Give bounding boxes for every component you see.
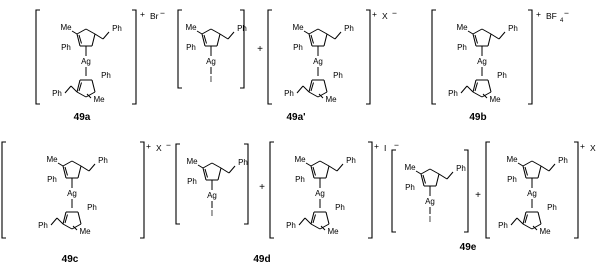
- bond: [416, 171, 421, 174]
- silver-label: Ag: [81, 57, 91, 66]
- bond: [337, 164, 343, 171]
- left-bracket: [392, 150, 396, 232]
- phenyl-label: Ph: [507, 175, 517, 184]
- complex-49c: [2, 140, 171, 263]
- ring-bond: [211, 29, 220, 34]
- phenyl-label: Ph: [346, 156, 356, 165]
- left-bracket: [176, 144, 180, 224]
- charge-plus: +: [580, 141, 585, 151]
- methyl-label: Me: [294, 155, 306, 164]
- ring-bond: [523, 224, 532, 229]
- ring-bond: [473, 29, 482, 34]
- counterion-label: X: [156, 143, 162, 153]
- methyl-label: Me: [79, 227, 91, 236]
- ring-bond: [202, 29, 211, 34]
- complex-49a-prime-cationic: [268, 8, 397, 123]
- ring-bond: [63, 161, 72, 166]
- charge-plus: +: [374, 141, 379, 151]
- ring-bond: [320, 161, 329, 166]
- phenyl-label: Ph: [335, 203, 345, 212]
- right-bracket: [574, 142, 578, 238]
- bond: [305, 218, 311, 224]
- phenyl-label: Ph: [547, 203, 557, 212]
- ring-bond: [77, 29, 86, 34]
- methyl-label: Me: [325, 95, 337, 104]
- phenyl-label: Ph: [497, 71, 507, 80]
- compound-label-49c: 49c: [61, 254, 79, 263]
- phenyl-label: Ph: [87, 203, 97, 212]
- compound-label-49e: 49e: [459, 242, 477, 253]
- left-bracket: [178, 10, 182, 88]
- charge-minus: −: [160, 8, 165, 18]
- bond: [299, 218, 305, 225]
- methyl-label: Me: [93, 95, 105, 104]
- ring-bond: [311, 161, 320, 166]
- bond: [335, 32, 341, 39]
- bond: [81, 166, 89, 171]
- complex-49d-neutral: [176, 144, 265, 224]
- silver-label: Ag: [477, 57, 487, 66]
- bond: [95, 34, 103, 39]
- bond: [51, 218, 57, 225]
- compound-label-49a-prime: 49a': [286, 112, 306, 123]
- counterion-label: BF: [546, 11, 557, 21]
- left-bracket: [2, 142, 6, 238]
- bond: [229, 166, 235, 173]
- charge-minus: −: [166, 140, 171, 150]
- ring-bond: [77, 92, 86, 97]
- phenyl-label: Ph: [237, 24, 247, 33]
- bond: [71, 86, 77, 92]
- ring-bond: [311, 224, 320, 229]
- counterion-subscript: 4: [560, 18, 564, 24]
- bond: [228, 32, 234, 39]
- methyl-label: Me: [292, 23, 304, 32]
- charge-plus: +: [536, 9, 541, 19]
- phenyl-label: Ph: [498, 221, 508, 230]
- bond: [306, 163, 311, 166]
- ring-bond: [488, 34, 491, 46]
- bond: [541, 166, 549, 171]
- bond: [57, 218, 63, 224]
- phenyl-label: Ph: [186, 43, 196, 52]
- counterion-label: I: [384, 143, 387, 153]
- bond: [439, 174, 447, 179]
- complex-49e-neutral: [392, 150, 481, 232]
- silver-label: Ag: [313, 57, 323, 66]
- silver-label: Ag: [425, 197, 435, 206]
- phenyl-label: Ph: [448, 89, 458, 98]
- left-bracket: [486, 142, 490, 238]
- phenyl-label: Ph: [286, 221, 296, 230]
- ring-bond: [63, 224, 72, 229]
- phenyl-label: Ph: [47, 175, 57, 184]
- ring-bond: [532, 161, 541, 166]
- complex-49b: [432, 8, 569, 123]
- ring-bond: [78, 166, 81, 178]
- phenyl-label: Ph: [333, 71, 343, 80]
- ring-bond: [86, 29, 95, 34]
- bond: [511, 218, 517, 225]
- bond: [461, 86, 467, 93]
- ring-bond: [203, 163, 212, 168]
- methyl-label: Me: [539, 227, 551, 236]
- complex-49d-cationic: [253, 140, 399, 263]
- bond: [221, 168, 229, 173]
- bond: [65, 86, 71, 93]
- methyl-label: Me: [506, 155, 518, 164]
- complex-49a-prime-neutral: [178, 10, 263, 88]
- phenyl-label: Ph: [238, 158, 248, 167]
- ring-bond: [318, 29, 327, 34]
- bond: [499, 32, 505, 39]
- silver-label: Ag: [207, 191, 217, 200]
- right-bracket: [132, 10, 136, 104]
- phenyl-label: Ph: [187, 177, 197, 186]
- bond: [103, 32, 109, 39]
- counterion-label: X: [382, 11, 388, 21]
- left-bracket: [36, 10, 40, 104]
- silver-label: Ag: [527, 189, 537, 198]
- phenyl-label: Ph: [558, 156, 568, 165]
- ring-bond: [473, 92, 482, 97]
- counterion-label: X: [590, 143, 596, 153]
- methyl-label: Me: [404, 163, 416, 172]
- charge-minus: −: [392, 8, 397, 18]
- phenyl-label: Ph: [457, 43, 467, 52]
- bond: [297, 86, 303, 93]
- right-bracket: [528, 10, 532, 104]
- bond: [517, 218, 523, 224]
- ring-bond: [430, 169, 439, 174]
- charge-minus: −: [564, 8, 569, 18]
- methyl-label: Me: [456, 23, 468, 32]
- iodide-label: I: [210, 209, 214, 218]
- phenyl-label: Ph: [295, 175, 305, 184]
- phenyl-label: Ph: [61, 43, 71, 52]
- ring-bond: [92, 80, 95, 92]
- ring-bond: [212, 163, 221, 168]
- phenyl-label: Ph: [98, 156, 108, 165]
- bond: [518, 163, 523, 166]
- phenyl-label: Ph: [344, 24, 354, 33]
- ring-bond: [326, 166, 329, 178]
- ring-bond: [309, 29, 318, 34]
- ring-bond: [488, 80, 491, 92]
- ring-bond: [324, 80, 327, 92]
- iodide-label: I: [428, 215, 432, 224]
- charge-plus: +: [140, 9, 145, 19]
- iodide-label: I: [209, 75, 213, 84]
- methyl-label: Me: [327, 227, 339, 236]
- methyl-label: Me: [489, 95, 501, 104]
- compound-label-49b: 49b: [469, 112, 487, 123]
- silver-label: Ag: [67, 189, 77, 198]
- phenyl-label: Ph: [293, 43, 303, 52]
- ring-bond: [218, 168, 221, 180]
- right-bracket: [464, 150, 468, 232]
- compound-label-49d: 49d: [253, 254, 271, 263]
- ring-bond: [72, 161, 81, 166]
- ring-bond: [538, 212, 541, 224]
- methyl-label: Me: [186, 157, 198, 166]
- methyl-label: Me: [46, 155, 58, 164]
- bond: [197, 31, 202, 34]
- bond: [72, 31, 77, 34]
- ring-bond: [78, 212, 81, 224]
- right-bracket: [140, 142, 144, 238]
- right-bracket: [240, 10, 244, 88]
- bond: [304, 31, 309, 34]
- compound-label-49a: 49a: [73, 112, 91, 123]
- bond: [447, 172, 453, 179]
- ring-bond: [92, 34, 95, 46]
- phenyl-label: Ph: [508, 24, 518, 33]
- ring-bond: [421, 169, 430, 174]
- methyl-label: Me: [60, 23, 72, 32]
- bond: [468, 31, 473, 34]
- ring-bond: [523, 161, 532, 166]
- phenyl-label: Ph: [405, 183, 415, 192]
- bond: [58, 163, 63, 166]
- plus-operator: +: [259, 182, 265, 193]
- ring-bond: [326, 212, 329, 224]
- charge-plus: +: [146, 141, 151, 151]
- left-bracket: [432, 10, 436, 104]
- ring-bond: [309, 92, 318, 97]
- counterion-label: Br: [150, 11, 159, 21]
- right-bracket: [366, 10, 370, 104]
- bond: [491, 34, 499, 39]
- bond: [89, 164, 95, 171]
- plus-operator: +: [475, 190, 481, 201]
- bond: [329, 166, 337, 171]
- ring-bond: [436, 174, 439, 186]
- charge-minus: −: [394, 140, 399, 150]
- bond: [303, 86, 309, 92]
- ring-bond: [217, 34, 220, 46]
- right-bracket: [368, 142, 372, 238]
- phenyl-label: Ph: [112, 24, 122, 33]
- bond: [467, 86, 473, 92]
- ring-bond: [324, 34, 327, 46]
- bond: [198, 165, 203, 168]
- right-bracket: [244, 144, 248, 224]
- left-bracket: [268, 10, 272, 104]
- silver-label: Ag: [206, 57, 216, 66]
- bond: [327, 34, 335, 39]
- phenyl-label: Ph: [52, 89, 62, 98]
- phenyl-label: Ph: [101, 71, 111, 80]
- bond: [220, 34, 228, 39]
- silver-label: Ag: [315, 189, 325, 198]
- ring-bond: [482, 29, 491, 34]
- left-bracket: [270, 142, 274, 238]
- phenyl-label: Ph: [38, 221, 48, 230]
- complex-49a: [36, 8, 165, 123]
- phenyl-label: Ph: [456, 164, 466, 173]
- ring-bond: [538, 166, 541, 178]
- methyl-label: Me: [185, 23, 197, 32]
- plus-operator: +: [257, 44, 263, 55]
- bond: [549, 164, 555, 171]
- charge-plus: +: [372, 9, 377, 19]
- phenyl-label: Ph: [284, 89, 294, 98]
